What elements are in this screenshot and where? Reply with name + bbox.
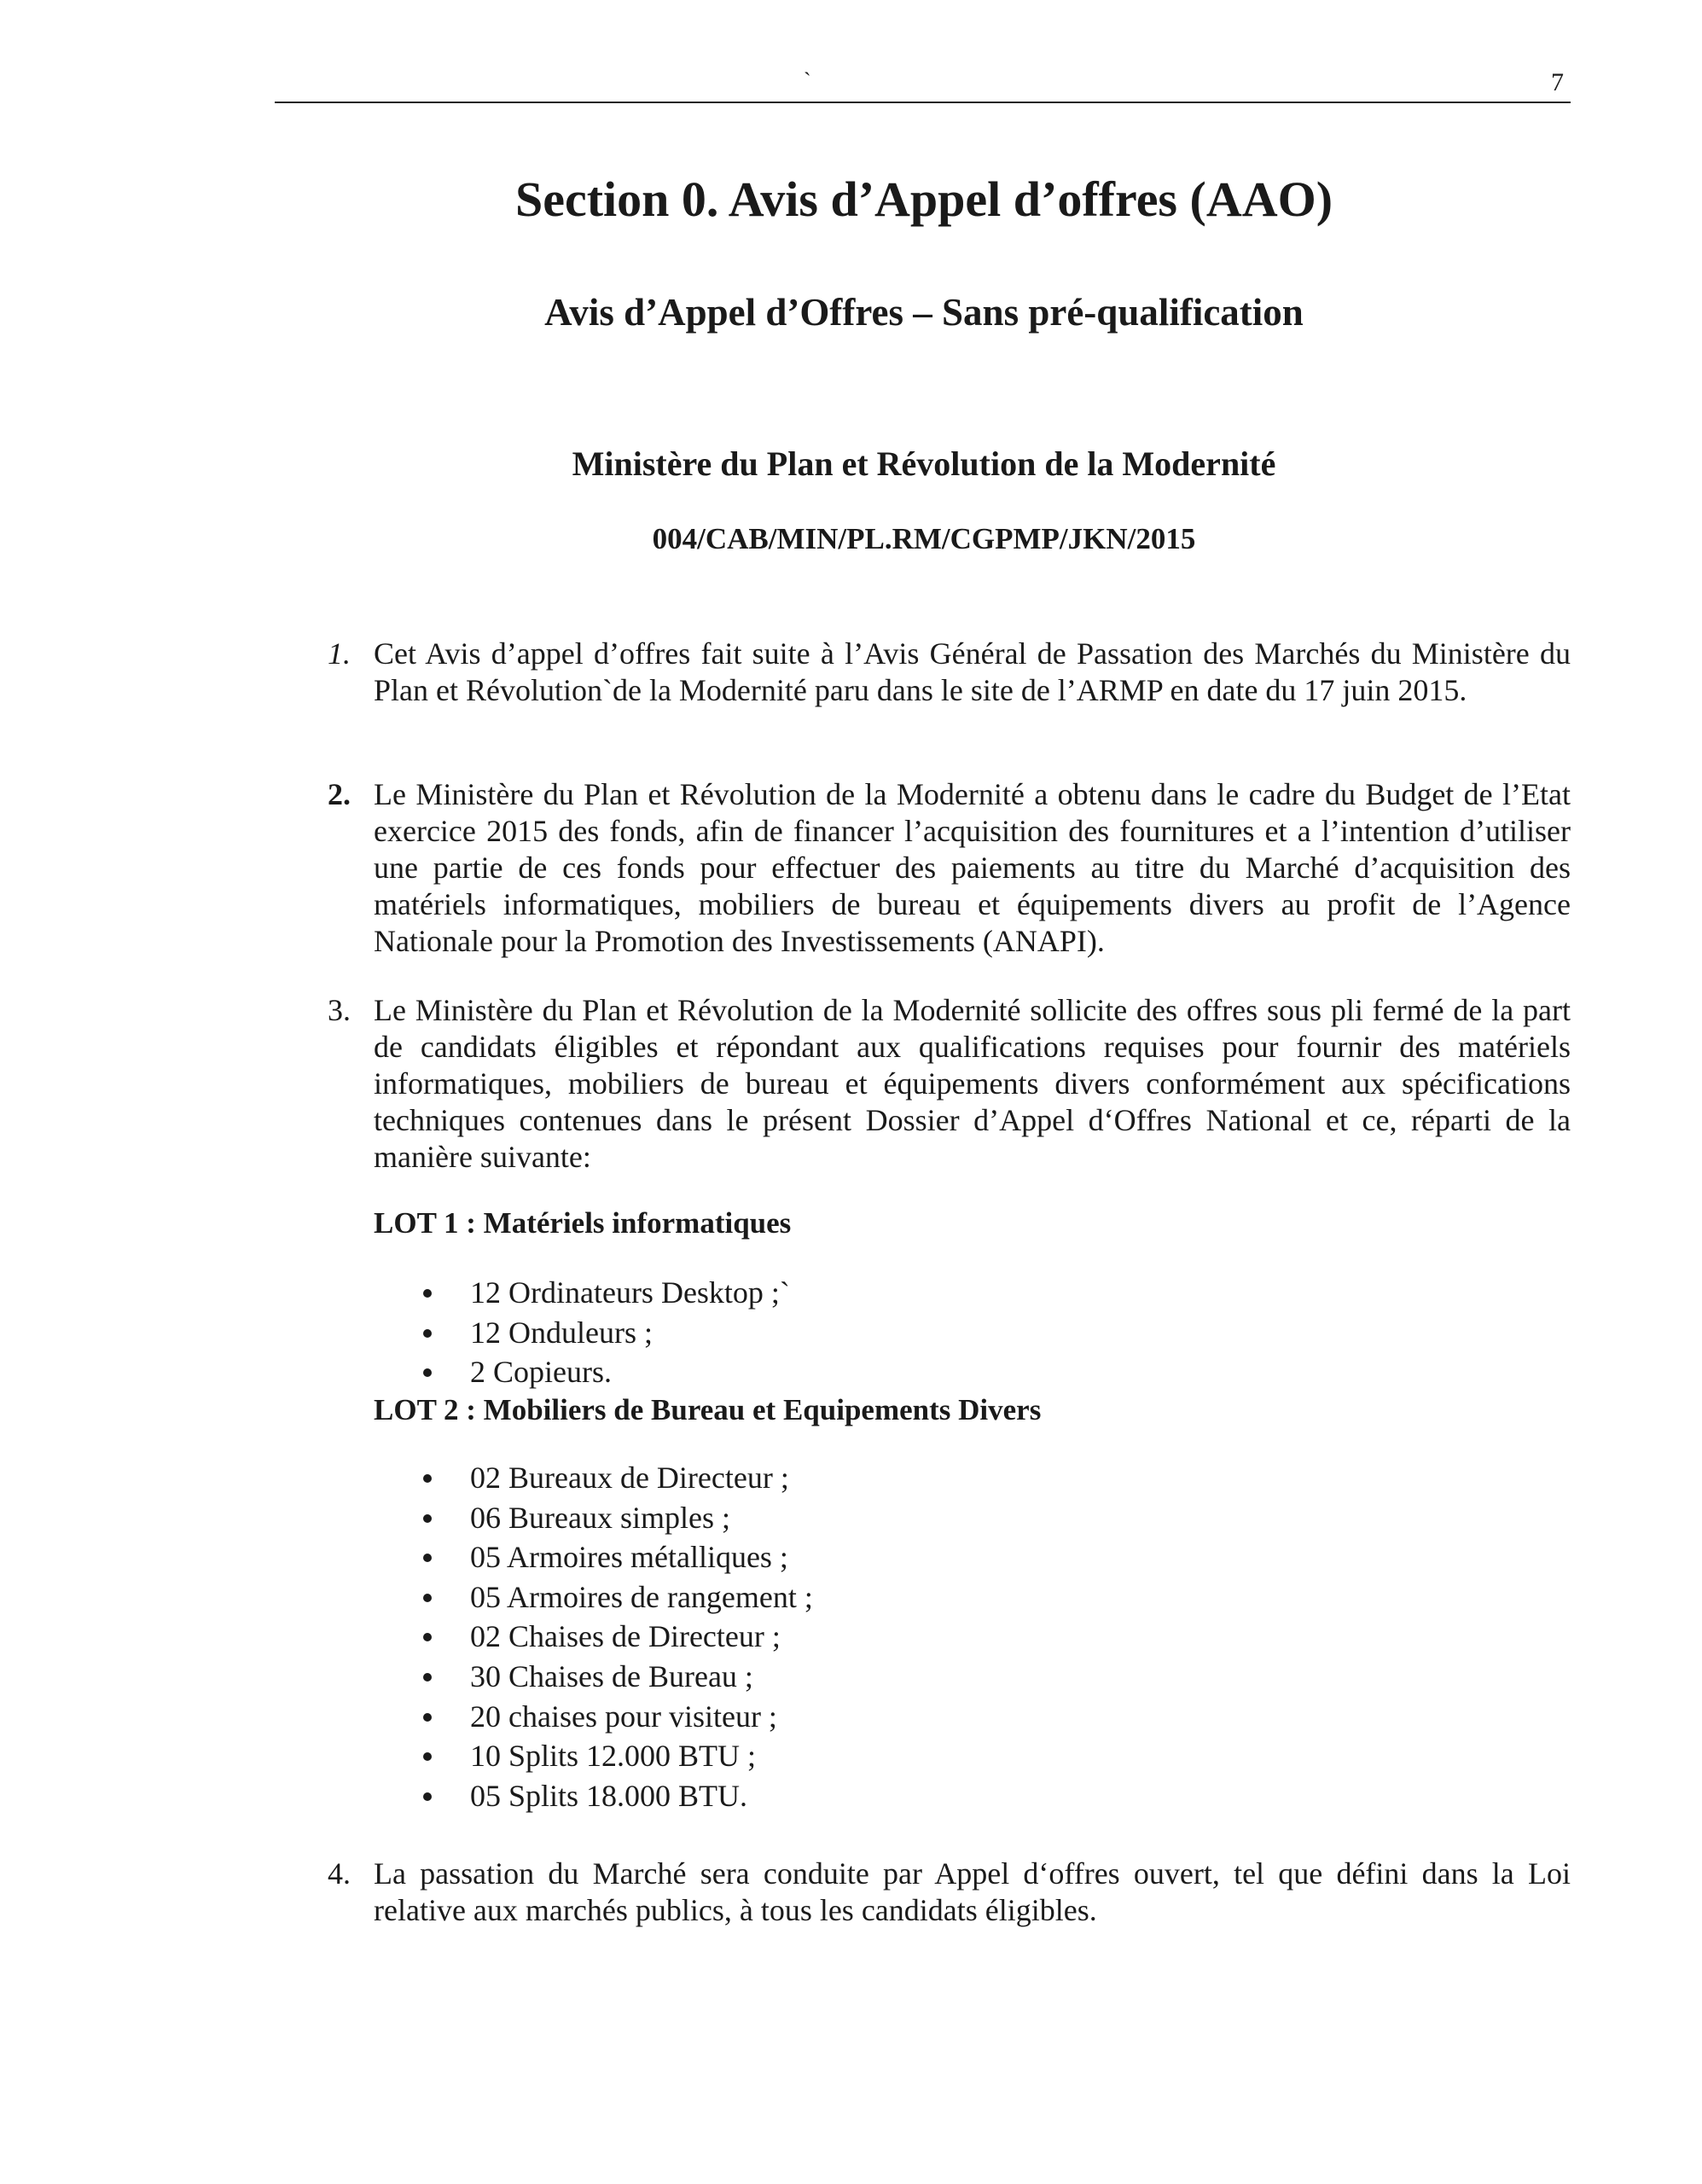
paragraph-text: Cet Avis d’appel d’offres fait suite à l’Avis Général de Passation des Marchés du Ministère du Plan et Révolution`de la Modernité paru dans le site de l’ARMP en date du 17 juin 2015. [374, 636, 1571, 707]
paragraph-number: 2. [328, 777, 351, 811]
paragraph-text: La passation du Marché sera conduite par Appel d‘offres ouvert, tel que défini dans la Loi relative aux marchés publics, à tous les candidats éligibles. [374, 1856, 1571, 1927]
paragraph-number: 3. [328, 993, 351, 1027]
paragraph-4 [328, 1856, 1571, 1929]
ministry-name: Ministère du Plan et Révolution de la Modernité [572, 444, 1276, 483]
list-item: 30 Chaises de Bureau ; [418, 1657, 813, 1697]
lot-1-title: LOT 1 : Matériels informatiques [374, 1206, 792, 1240]
paragraph-3 [328, 992, 1571, 1176]
list-item: 05 Splits 18.000 BTU. [418, 1776, 813, 1816]
list-item: 02 Bureaux de Directeur ; [418, 1458, 813, 1498]
list-item: 12 Onduleurs ; [418, 1313, 790, 1353]
paragraph-1 [328, 636, 1571, 709]
section-title: Section 0. Avis d’Appel d’offres (AAO) [514, 171, 1333, 227]
lot-2-title: LOT 2 : Mobiliers de Bureau et Equipements Divers [374, 1393, 1042, 1426]
paragraph-number: 1. [328, 636, 351, 671]
list-item: 12 Ordinateurs Desktop ;` [418, 1273, 790, 1313]
paragraph-number: 4. [328, 1856, 351, 1891]
list-item: 2 Copieurs. [418, 1352, 790, 1392]
list-item: 20 chaises pour visiteur ; [418, 1697, 813, 1737]
list-item: 02 Chaises de Directeur ; [418, 1617, 813, 1657]
page-number: 7 [1551, 68, 1564, 96]
list-item: 06 Bureaux simples ; [418, 1498, 813, 1538]
scan-mark: ` [804, 68, 811, 93]
lot-2-list [418, 1458, 813, 1815]
lot-1-list [418, 1273, 790, 1392]
reference-number: 004/CAB/MIN/PL.RM/CGPMP/JKN/2015 [652, 522, 1196, 555]
list-item: 05 Armoires de rangement ; [418, 1577, 813, 1618]
header-rule [275, 102, 1571, 103]
list-item: 05 Armoires métalliques ; [418, 1537, 813, 1577]
paragraph-text: Le Ministère du Plan et Révolution de la Modernité a obtenu dans le cadre du Budget de l’Etat exercice 2015 des fonds, afin de financer l’acquisition des fournitures et a l’intention d’utiliser une partie de ces fonds pour effectuer des paiements au titre du Marché d’acquisition des matériels informatiques, mobiliers de bureau et équipements divers au profit de l’Agence Nationale pour la Promotion des Investissements (ANAPI). [374, 777, 1571, 958]
section-subtitle: Avis d’Appel d’Offres – Sans pré-qualification [544, 291, 1304, 334]
paragraph-2 [328, 776, 1571, 960]
list-item: 10 Splits 12.000 BTU ; [418, 1736, 813, 1776]
paragraph-text: Le Ministère du Plan et Révolution de la Modernité sollicite des offres sous pli fermé de la part de candidats éligibles et répondant aux qualifications requises pour fournir des matériels informatiques, mobiliers de bureau et équipements divers conformément aux spécifications techniques contenues dans le présent Dossier d’Appel d‘Offres National et ce, réparti de la manière suivante: [374, 993, 1571, 1174]
